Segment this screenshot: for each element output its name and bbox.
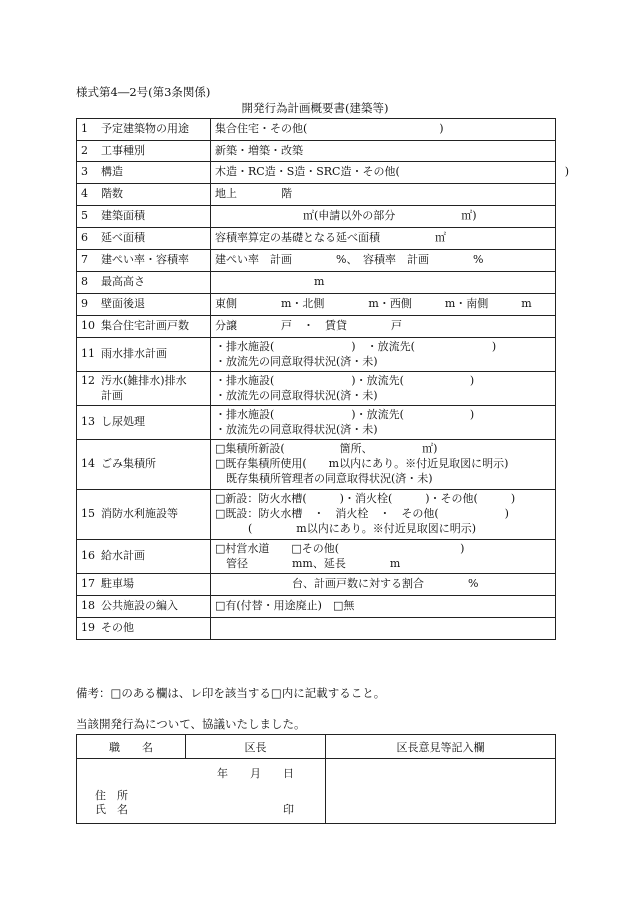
item-content-line: 既存集積所管理者の同意取得状況(済・未)	[215, 471, 433, 485]
item-content-cell[interactable]	[211, 316, 556, 338]
item-content-cell[interactable]	[211, 372, 556, 406]
item-content-cell[interactable]	[211, 338, 556, 372]
form-number: 様式第4―2号(第3条関係)	[76, 85, 211, 99]
table-row	[77, 228, 556, 250]
item-label-cell	[77, 272, 211, 294]
item-content-cell[interactable]	[211, 119, 556, 141]
item-content-line: ・放流先の同意取得状況(済・未)	[215, 354, 378, 368]
opinion-field[interactable]	[326, 759, 556, 824]
item-content-line: 東側 m・北側 m・西側 m・南側 m	[215, 297, 532, 311]
item-label-cell	[77, 184, 211, 206]
item-number: 18	[81, 599, 95, 613]
item-label: 公共施設の編入	[101, 599, 178, 613]
table-row	[77, 294, 556, 316]
consultation-table	[76, 734, 556, 824]
item-label: 給水計画	[101, 549, 145, 563]
item-content-line: 分譲 戸 ・ 賃貸 戸	[215, 319, 402, 333]
item-label: 集合住宅計画戸数	[101, 319, 189, 333]
item-number: 6	[81, 231, 88, 245]
item-content-cell[interactable]	[211, 184, 556, 206]
title-header: 職 名	[77, 735, 186, 759]
item-number: 14	[81, 457, 95, 471]
item-content-cell[interactable]	[211, 272, 556, 294]
item-number: 15	[81, 507, 95, 521]
item-number: 1	[81, 122, 88, 136]
signature-cell	[77, 759, 326, 824]
item-number: 9	[81, 297, 88, 311]
item-number: 13	[81, 415, 95, 429]
remark-note: 備考：□のある欄は、レ印を該当する□内に記載すること。	[76, 686, 386, 700]
table-row	[77, 119, 556, 141]
item-content-cell[interactable]	[211, 294, 556, 316]
item-label-cell	[77, 294, 211, 316]
item-label: 壁面後退	[101, 297, 145, 311]
item-content-cell[interactable]	[211, 440, 556, 490]
item-label-cell	[77, 440, 211, 490]
item-number: 12	[81, 373, 95, 387]
item-number: 3	[81, 165, 88, 179]
table-row	[77, 272, 556, 294]
item-content-line: □既存集積所使用( m以内にあり。※付近見取図に明示)	[215, 457, 509, 471]
item-number: 8	[81, 275, 88, 289]
item-label: 延べ面積	[101, 231, 145, 245]
item-content-line: 集合住宅・その他( )	[215, 122, 444, 136]
item-content-line: □既設：防火水槽 ・ 消火栓 ・ その他( )	[215, 507, 509, 521]
item-content-line: m	[215, 275, 325, 289]
table-row	[77, 596, 556, 618]
item-content-cell[interactable]	[211, 228, 556, 250]
item-content-line: □新設：防火水槽( )・消火栓( )・その他( )	[215, 492, 516, 506]
table-row	[77, 206, 556, 228]
item-content-line: 新築・増築・改築	[215, 143, 303, 157]
item-content-line: ・排水施設( )・放流先( )	[215, 373, 475, 387]
item-content-cell[interactable]	[211, 206, 556, 228]
item-label-cell	[77, 596, 211, 618]
item-content-line: ・放流先の同意取得状況(済・未)	[215, 388, 378, 402]
item-label: 建築面積	[101, 209, 145, 223]
item-number: 7	[81, 253, 88, 267]
item-content-line: □村営水道 □その他( )	[215, 541, 465, 555]
table-row	[77, 250, 556, 272]
item-label: 駐車場	[101, 577, 134, 591]
table-row	[77, 440, 556, 490]
item-content-line: 木造・RC造・S造・SRC造・その他( )	[215, 165, 570, 179]
item-label: 最高高さ	[101, 275, 145, 289]
item-number: 2	[81, 143, 88, 157]
item-content-line: ・排水施設( )・放流先( )	[215, 407, 475, 421]
table-row	[77, 618, 556, 640]
document-title: 開発行為計画概要書(建築等)	[241, 101, 389, 115]
table-row	[77, 184, 556, 206]
opinion-header: 区長意見等記入欄	[326, 735, 556, 759]
address-label: 住 所	[95, 789, 128, 802]
item-content-cell[interactable]	[211, 406, 556, 440]
item-content-cell[interactable]	[211, 596, 556, 618]
district-chief-header: 区長	[186, 735, 326, 759]
item-number: 5	[81, 209, 88, 223]
item-label-cell	[77, 316, 211, 338]
item-content-line: □有(付替・用途廃止) □無	[215, 599, 355, 613]
item-number: 4	[81, 187, 88, 201]
item-label-cell	[77, 574, 211, 596]
item-label: 消防水利施設等	[101, 507, 178, 521]
item-content-cell[interactable]	[211, 490, 556, 540]
item-label: 階数	[101, 187, 123, 201]
item-number: 10	[81, 319, 95, 333]
table-row	[77, 162, 556, 184]
item-label: 構造	[101, 165, 123, 179]
name-label: 氏 名	[95, 803, 128, 816]
table-row	[77, 372, 556, 406]
item-content-cell[interactable]	[211, 141, 556, 162]
item-content-line: 管径 mm、延長 m	[215, 556, 401, 570]
agreement-statement: 当該開発行為について、協議いたしました。	[76, 717, 306, 731]
item-label-cell	[77, 228, 211, 250]
item-content-cell[interactable]	[211, 162, 570, 184]
item-label: その他	[101, 621, 134, 635]
item-label-cell	[77, 119, 211, 141]
item-content-cell[interactable]	[211, 540, 556, 574]
date-line: 年 月 日	[217, 767, 294, 780]
item-content-line: 台、計画戸数に対する割合 %	[215, 577, 479, 591]
item-label: 汚水(雑排水)排水	[101, 373, 187, 387]
table-row	[77, 141, 556, 162]
item-label-cell	[77, 490, 211, 540]
table-row	[77, 316, 556, 338]
item-label: 雨水排水計画	[101, 347, 167, 361]
item-content-line: □集積所新設( 箇所、 ㎡)	[215, 442, 438, 456]
item-number: 19	[81, 621, 95, 635]
item-content-line: ㎡(申請以外の部分 ㎡)	[215, 209, 477, 223]
table-row	[77, 574, 556, 596]
item-label-cell	[77, 372, 211, 406]
table-row	[77, 540, 556, 574]
item-number: 17	[81, 577, 95, 591]
item-label: 工事種別	[101, 143, 145, 157]
item-content-cell[interactable]	[211, 618, 556, 640]
table-row	[77, 490, 556, 540]
item-label-cell	[77, 618, 211, 640]
table-row	[77, 338, 556, 372]
item-content-line: 建ぺい率 計画 %、 容積率 計画 %	[215, 253, 484, 267]
item-label: 建ぺい率・容積率	[101, 253, 189, 267]
item-label-cell	[77, 250, 211, 272]
item-content-line: ・放流先の同意取得状況(済・未)	[215, 422, 378, 436]
seal-mark: 印	[283, 803, 294, 816]
item-label-cell	[77, 406, 211, 440]
item-label-cell	[77, 141, 211, 162]
item-content-line: 容積率算定の基礎となる延べ面積 ㎡	[215, 231, 446, 245]
item-content-cell[interactable]	[211, 250, 556, 272]
item-label: し尿処理	[101, 415, 145, 429]
table-row	[77, 406, 556, 440]
item-number: 16	[81, 549, 95, 563]
item-content-cell[interactable]	[211, 574, 556, 596]
item-label: 予定建築物の用途	[101, 122, 189, 136]
item-label-cell	[77, 540, 211, 574]
item-number: 11	[81, 347, 95, 361]
item-label-cell	[77, 162, 211, 184]
plan-overview-table	[76, 118, 570, 640]
item-label-continued: 計画	[101, 388, 123, 402]
item-label: ごみ集積所	[101, 457, 156, 471]
item-content-line: ・排水施設( ) ・放流先( )	[215, 339, 497, 353]
item-label-cell	[77, 338, 211, 372]
item-content-line: ( m以内にあり。※付近見取図に明示)	[215, 521, 477, 535]
item-label-cell	[77, 206, 211, 228]
item-content-line: 地上 階	[215, 187, 292, 201]
